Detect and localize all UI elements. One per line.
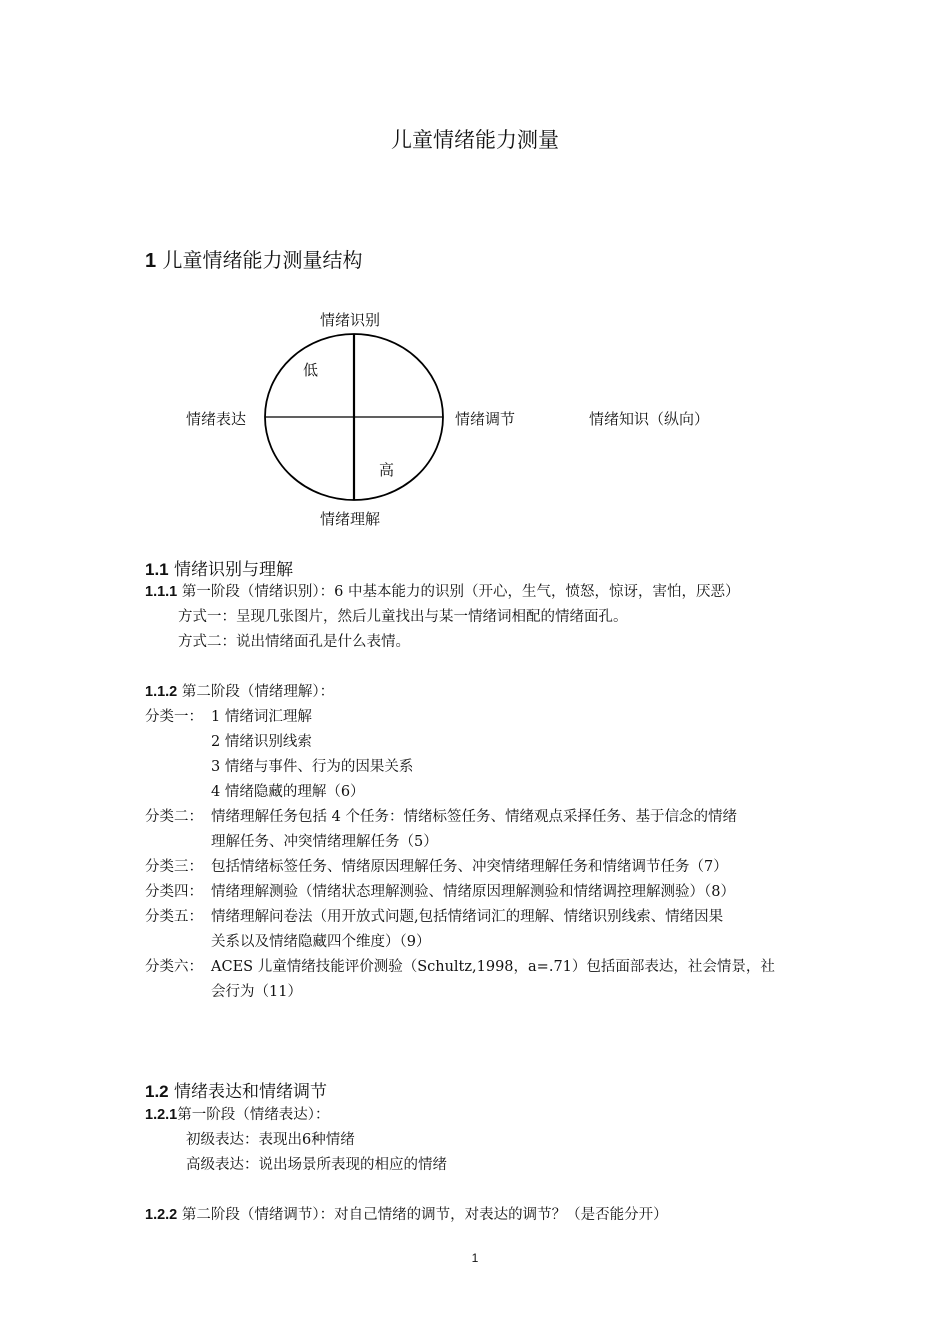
subsection-number: 1.1.1 (145, 584, 178, 600)
section-number: 1 (145, 250, 157, 272)
list-item: 1 情绪词汇理解 (211, 709, 312, 725)
section-1-1-heading (145, 555, 293, 580)
advanced-expression: 高级表达：说出场景所表现的相应的情绪 (186, 1157, 447, 1173)
paragraph-1-1-2 (145, 680, 334, 705)
category-2-line-2: 理解任务、冲突情绪理解任务（5） (211, 834, 438, 850)
section-1-2-heading (145, 1077, 327, 1102)
label-top: 情绪识别 (320, 311, 381, 329)
quadrant-circle (0, 0, 950, 540)
section-title: 儿童情绪能力测量结构 (162, 248, 363, 272)
quadrant-low: 低 (303, 361, 319, 379)
paragraph-1-1-1 (145, 580, 739, 605)
subsection-number: 1.2.2 (145, 1207, 178, 1223)
category-6-line-1: ACES 儿童情绪技能评价测验（Schultz,1998，a=.71）包括面部表达，社会情景，社 (211, 959, 775, 975)
category-1-label: 分类一： (145, 709, 203, 725)
category-3-label: 分类三： (145, 859, 203, 875)
category-5-line-2: 关系以及情绪隐藏四个维度）（9） (211, 934, 431, 950)
section-number: 1.1 (145, 560, 169, 579)
subsection-number: 1.1.2 (145, 684, 178, 700)
category-3-line-1: 包括情绪标签任务、情绪原因理解任务、冲突情绪理解任务和情绪调节任务（7） (211, 859, 728, 875)
subsection-text: 第二阶段（情绪调节）：对自己情绪的调节，对表达的调节？（是否能分开） (177, 1207, 668, 1223)
label-side-note: 情绪知识（纵向） (589, 410, 710, 428)
method-two: 方式二：说出情绪面孔是什么表情。 (178, 634, 410, 650)
category-6-line-2: 会行为（11） (211, 984, 302, 1000)
document-title: 儿童情绪能力测量 (391, 128, 559, 152)
category-5-label: 分类五： (145, 909, 203, 925)
category-6-label: 分类六： (145, 959, 203, 975)
category-2-label: 分类二： (145, 809, 203, 825)
subsection-number: 1.2.1 (145, 1107, 178, 1123)
basic-expression: 初级表达：表现出6种情绪 (186, 1132, 355, 1148)
section-title: 情绪表达和情绪调节 (174, 1082, 328, 1102)
quadrant-high: 高 (379, 461, 395, 479)
list-item: 2 情绪识别线索 (211, 734, 312, 750)
category-4-line-1: 情绪理解测验（情绪状态理解测验、情绪原因理解测验和情绪调控理解测验）（8） (211, 884, 735, 900)
list-item: 4 情绪隐藏的理解（6） (211, 784, 365, 800)
subsection-text: 第二阶段（情绪理解）： (181, 684, 335, 700)
method-one: 方式一：呈现几张图片，然后儿童找出与某一情绪词相配的情绪面孔。 (178, 609, 628, 625)
paragraph-1-2-1 (145, 1103, 330, 1128)
subsection-text: 第一阶段（情绪表达）： (177, 1107, 330, 1123)
label-bottom: 情绪理解 (320, 510, 381, 528)
paragraph-1-2-2 (145, 1203, 668, 1228)
category-5-line-1: 情绪理解问卷法（用开放式问题,包括情绪词汇的理解、情绪识别线索、情绪因果 (211, 909, 724, 925)
subsection-text: 第一阶段（情绪识别）：6 中基本能力的识别（开心，生气，愤怒，惊讶，害怕，厌恶） (181, 584, 740, 600)
section-title: 情绪识别与理解 (174, 560, 294, 580)
list-item: 3 情绪与事件、行为的因果关系 (211, 759, 414, 775)
page-number: 1 (471, 1251, 479, 1265)
category-4-label: 分类四： (145, 884, 203, 900)
label-left: 情绪表达 (186, 410, 247, 428)
section-number: 1.2 (145, 1082, 169, 1101)
label-right: 情绪调节 (455, 410, 516, 428)
category-2-line-1: 情绪理解任务包括 4 个任务：情绪标签任务、情绪观点采择任务、基于信念的情绪 (211, 809, 737, 825)
